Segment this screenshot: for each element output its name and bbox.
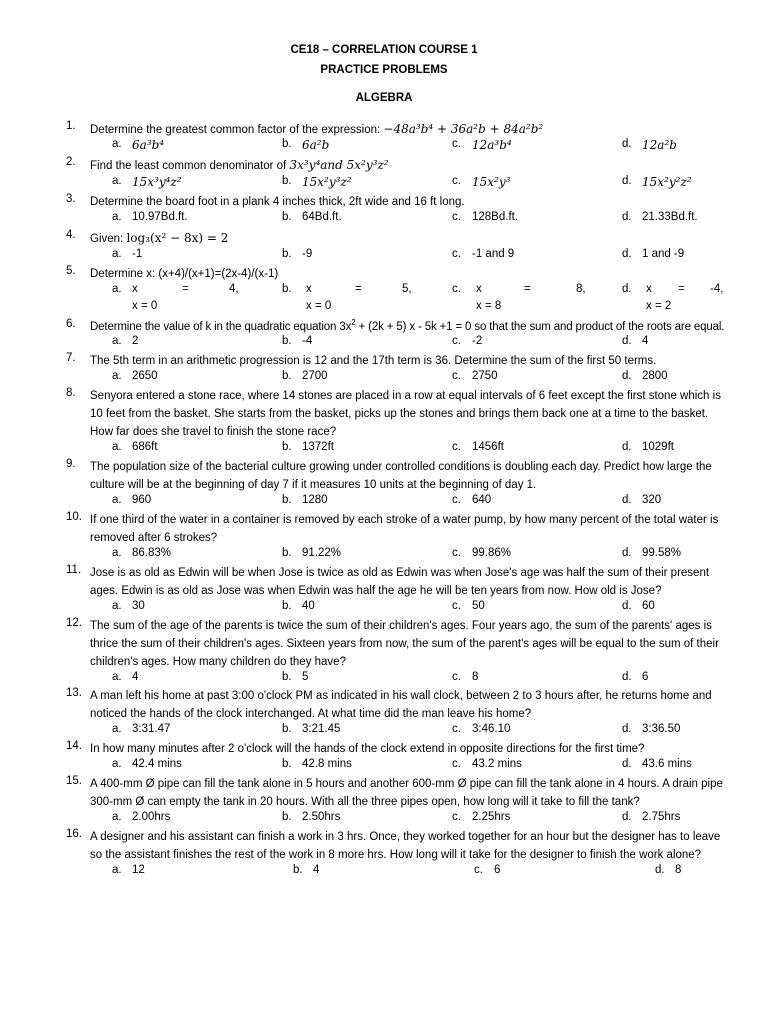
problem-text: Jose is as old as Edwin will be when Jose is twice as old as Edwin was when Jose's age was half the sum of their present ages. Edwin is as old as Jose was when Edwin was half the age he will be ten years from now. How old is Jose? (90, 567, 710, 597)
problem-number: 12. (66, 617, 82, 629)
problem-text: Determine the greatest common factor of the expression: −48a³b⁴ + 36a²b + 84a²b² (90, 122, 544, 136)
problem-number: 15. (66, 775, 82, 787)
problem-text: The population size of the bacterial culture growing under controlled conditions is doubling each day. Predict how large the culture will be at the beginning of day 7 if it measures 10 units at the beginning of day 1. (90, 461, 712, 491)
problem-number: 9. (66, 458, 76, 470)
problem-text: Senyora entered a stone race, where 14 stones are placed in a row at equal intervals of 6 feet except the first stone which is 10 feet from the basket. She starts from the basket, picks up the stones and brings them back one at a time to the basket. How far does she travel to finish the stone race? (90, 390, 721, 438)
problem-text: Determine the value of k in the quadratic equation $3x^2 + (2k + 5)$ x - 5k +1 = 0 so that the sum and product of the roots are equal. (90, 318, 725, 333)
problem-text: A man left his home at past 3:00 o'clock PM as indicated in his wall clock, between 2 to 3 hours after, he returns home and noticed the hands of the clock interchanged. At what time did the man leave his home? (90, 690, 712, 720)
problem-math: log₃(x² − 8x) = 2 (126, 231, 229, 245)
problem-number: 8. (66, 387, 76, 399)
problem-number: 16. (66, 828, 82, 840)
section-heading: ALGEBRA (355, 92, 413, 104)
problem-text: Determine x: (x+4)/(x+1)=(2x-4)/(x-1) (90, 268, 279, 280)
problem-text: Find the least common denominator of 3x³y⁴and 5x²y³z² (90, 158, 389, 172)
problem-number: 3. (66, 193, 76, 205)
problem-text: In how many minutes after 2 o'clock will the hands of the clock extend in opposite directions for the first time? (90, 743, 645, 755)
problem-number: 11. (66, 564, 82, 576)
problem-number: 10. (66, 511, 82, 523)
problem-number: 2. (66, 156, 76, 168)
problem-text: If one third of the water in a container is removed by each stroke of a water pump, by how many percent of the total water is removed after 6 strokes? (90, 514, 719, 544)
problem-math: 3x³y⁴and 5x²y³z² (289, 158, 389, 172)
problem-text: A designer and his assistant can finish a work in 3 hrs. Once, they worked together for an hour but the designer has to leave so the assistant finishes the rest of the work in 8 more hrs. How long will it take for the designer to finish the work alone? (90, 831, 721, 861)
problem-text: The 5th term in an arithmetic progression is 12 and the 17th term is 36. Determine the sum of the first 50 terms. (90, 355, 657, 367)
problem-math: −48a³b⁴ + 36a²b + 84a²b² (383, 122, 544, 136)
document-page: CE18 – CORRELATION COURSE 1 PRACTICE PROBLEMS ALGEBRA 1. Determine the greatest common factor of the expression: −48a³b⁴ + 36a²b + 84a²b² a. 6a³b⁴ b. 6a²b c. 12a³b⁴ d. 12a²b 2. Find the least common denominator of 3x³y⁴and 5x²y³z² a. 15x³y⁴z² b. 15x²y³z² c. 15x²y³ d. 15x²y²z² 3. Determine the board foot in a plank 4 inches thick, 2ft wide and 16 ft long. a. 10.97Bd.ft. b. 64Bd.ft. c. 128Bd.ft. d. 21.33Bd.ft. 4. Given: log₃(x² − 8x) = 2 a. -1 b. -9 c. -1 and 9 d. 1 and -9 5. Determine x: (x+4)/(x+1)=(2x-4)/(x-1) a. x = 4, x = 0 b. x = 5, x = 0 c. x = 8, x = 8 d. x = -4, x = 2 6. Determine the value of k in the quadratic equation $3x^2 + (2k + 5)$ x - 5k +1 = 0 so that the sum and product of the roots are equal. a. 2 b. -4 c. -2 d. 4 7. The 5th term in an arithmetic progression is 12 and the 17th term is 36. Determine the sum of the first 50 terms. a. 2650 b. 2700 c. 2750 d. 2800 8. Senyora entered a stone race, where 14 stones are placed in a row at equal intervals of 6 feet except the first stone which is 10 feet from the basket. She starts from the basket, picks up the stones and brings them back one at a time to the basket. How far does she travel to finish the stone race? a. 686ft b. 1372ft c. 1456ft d. 1029ft 9. The population size of the bacterial culture growing under controlled conditions is doubling each day. Predict how large the culture will be at the beginning of day 7 if it measures 10 units at the beginning of day 1. a. 960 b. 1280 c. 640 d. 320 10. If one third of the water in a container is removed by each stroke of a water pump, by how many percent of the total water is removed after 6 strokes? a. 86.83% b. 91.22% c. 99.86% d. 99.58% 11. Jose is as old as Edwin will be when Jose is twice as old as Edwin was when Jose's age was half the sum of their present ages. Edwin is as old as Jose was when Edwin was half the age he will be ten years from now. How old is Jose? a. 30 b. 40 c. 50 d. 60 12. The sum of the age of the parents is twice the sum of their children's ages. Four years ago, the sum of the parents' ages is thrice the sum of their children's ages. Sixteen years from now, the sum of the parent's ages will be equal to the sum of their children's ages. How many children do they have? a. 4 b. 5 c. 8 d. 6 13. A man left his home at past 3:00 o'clock PM as indicated in his wall clock, between 2 to 3 hours after, he returns home and noticed the hands of the clock interchanged. At what time did the man leave his home? a. 3:31.47 b. 3:21.45 c. 3:46.10 d. 3:36.50 14. In how many minutes after 2 o'clock will the hands of the clock extend in opposite directions for the first time? a. 42.4 mins b. 42.8 mins c. 43.2 mins d. 43.6 mins 15. A 400-mm Ø pipe can fill the tank alone in 5 hours and another 600-mm Ø pipe can fill the tank alone in 4 hours. A drain pipe 300-mm Ø can empty the tank in 20 hours. With all the three pipes open, how long will it take to fill the tank? a. 2.00hrs b. 2.50hrs c. 2.25hrs d. 2.75hrs 16. A designer and his assistant can finish a work in 3 hrs. Once, they worked together for an hour but the designer has to leave so the assistant finishes the rest of the work in 8 more hrs. How long will it take for the designer to finish the work alone? a. 12 b. 4 c. 6 d. 8 (0, 0, 768, 1024)
problem-number: 5. (66, 265, 76, 277)
problem-text: The sum of the age of the parents is twice the sum of their children's ages. Four years ago, the sum of the parents' ages is thrice the sum of their children's ages. Sixteen years from now, the sum of the parent's ages will be equal to the sum of their children's ages. How many children do they have? (90, 620, 719, 668)
problem-text: Determine the board foot in a plank 4 inches thick, 2ft wide and 16 ft long. (90, 196, 465, 208)
problem-number: 4. (66, 229, 76, 241)
problem-text: A 400-mm Ø pipe can fill the tank alone in 5 hours and another 600-mm Ø pipe can fill the tank alone in 4 hours. A drain pipe 300-mm Ø can empty the tank in 20 hours. With all the three pipes open, how long will it take to fill the tank? (90, 778, 723, 808)
document-subtitle: PRACTICE PROBLEMS (320, 64, 448, 76)
problem-number: 1. (66, 120, 76, 132)
problem-text: Given: log₃(x² − 8x) = 2 (90, 231, 229, 245)
problem-number: 6. (66, 318, 76, 330)
problem-number: 14. (66, 740, 82, 752)
course-title: CE18 – CORRELATION COURSE 1 (290, 44, 478, 56)
problem-number: 7. (66, 352, 76, 364)
problem-number: 13. (66, 687, 82, 699)
